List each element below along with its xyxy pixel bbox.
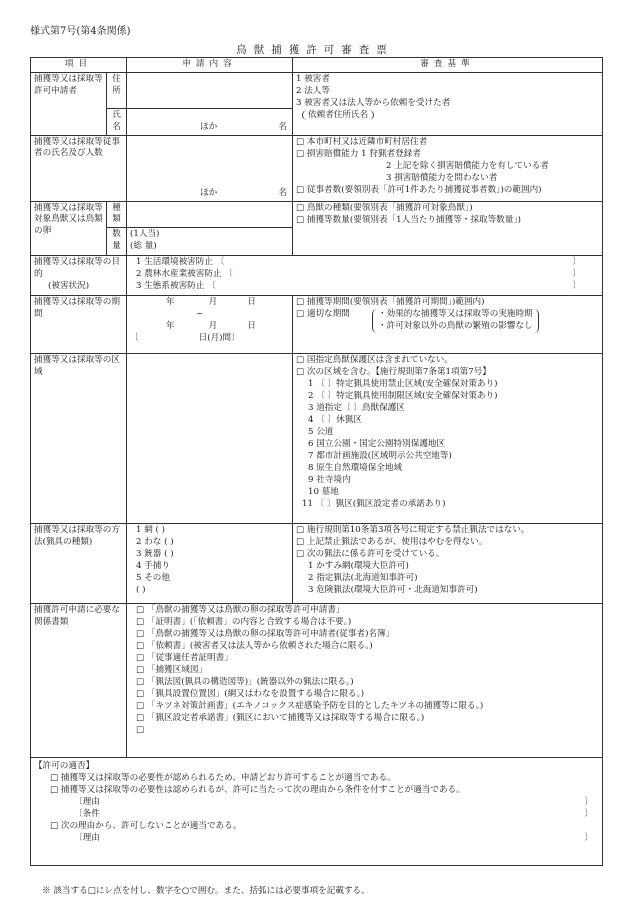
target-label: 捕獲等又は採取等対象鳥獣又は鳥類の卵 <box>31 201 107 256</box>
criteria-line: 7 都市計画施設(区域明示公共空地等) <box>308 451 452 462</box>
per-person-label: (1人当) <box>130 229 160 240</box>
criteria-line: □ 適切な期間 <box>296 309 350 320</box>
target-criteria <box>293 201 603 256</box>
period-criteria <box>293 296 603 354</box>
total-label: (総 量) <box>130 241 157 252</box>
criteria-line: 3 被害者又は法人等から依頼を受けた者 <box>296 97 451 108</box>
criteria-line: 1 かすみ網(環境大臣許可) <box>308 561 409 572</box>
purpose-item: 1 生活環境被害防止 〔 <box>136 257 225 268</box>
documents-row <box>31 604 603 758</box>
workers-criteria <box>293 135 603 201</box>
mei-text: 名 <box>278 121 288 132</box>
approval-heading: 【許可の適否】 <box>34 761 95 772</box>
approval-option-2[interactable]: □ 捕獲等又は採取等の必要性は認められるが、許可に当たって次の理由から条件を付すことが適当である。 <box>50 785 465 796</box>
criteria-line: 1 〔 〕特定猟具使用禁止区域(安全確保対策あり) <box>308 379 498 390</box>
criteria-line: □ 国指定鳥獣保護区は含まれていない。 <box>296 355 453 366</box>
mei-text: 名 <box>278 187 288 198</box>
criteria-line: 8 原生自然環境保全地域 <box>308 463 403 474</box>
bracket-close: 〕 <box>572 281 582 292</box>
document-item[interactable]: □ 「依頼書」(被害者又は法人等から依頼された場合に限る。) <box>136 641 373 652</box>
name-label: 氏名 <box>107 108 127 135</box>
applicant-label: 捕獲等又は採取等許可申請者 <box>31 72 107 135</box>
criteria-line: 9 社寺境内 <box>308 475 351 486</box>
criteria-line: 3 道指定〔 〕鳥獣保護区 <box>308 403 405 414</box>
review-table <box>30 57 603 866</box>
method-item: ( ) <box>136 585 146 596</box>
day-label: 日 <box>247 297 256 308</box>
area-criteria <box>293 354 603 524</box>
criteria-line: □ 損害賠償能力 1 狩猟者登録者 <box>296 148 421 159</box>
bracket-close: 〕 <box>584 797 594 808</box>
criteria-line: 2 法人等 <box>296 85 330 96</box>
condition-label: 〔条件 <box>74 809 100 820</box>
footnote: ※ 該当する□にレ点を付し、数字を○で囲む。また、括弧には必要事項を記載する。 <box>42 886 370 896</box>
day-label: 日 <box>247 321 256 332</box>
document-item[interactable]: □ 「証明書」(「依頼書」の内容と合致する場合は不要。) <box>136 617 352 628</box>
purpose-item: 2 農林水産業被害防止 〔 <box>136 269 233 280</box>
criteria-line: 2 上記を除く損害賠償能力を有している者 <box>386 160 549 171</box>
criteria-line: 5 公道 <box>308 427 334 438</box>
address-field[interactable] <box>127 72 293 108</box>
documents-label: 捕獲許可申請に必要な関係書類 <box>31 604 127 758</box>
month-label: 月 <box>208 321 218 332</box>
document-item[interactable]: □ 「鳥獣の捕獲等又は鳥獣の卵の採取等許可申請書」 <box>136 605 345 616</box>
days-label: 日(月)間〕 <box>198 333 240 344</box>
criteria-line: 3 危険猟法(環境大臣許可・北海道知事許可) <box>308 585 478 596</box>
criteria-line: 11 〔 〕猟区(猟区設定者の承諾あり) <box>302 499 446 510</box>
header-row <box>31 58 603 73</box>
approval-option-1[interactable]: □ 捕獲等又は採取等の必要性が認められるため、申請どおり許可することが適当である。 <box>50 773 396 784</box>
header-item: 項目 <box>31 58 127 73</box>
page-title: 鳥獣捕獲許可審査票 <box>236 44 394 56</box>
species-label: 種類 <box>107 201 127 228</box>
species-field[interactable] <box>127 201 293 228</box>
method-item: 1 網 ( ) <box>136 525 165 536</box>
method-item: 3 銃器 ( ) <box>136 549 174 560</box>
workers-row <box>31 135 603 201</box>
area-label: 捕獲等又は採取等の区域 <box>31 354 127 524</box>
method-row <box>31 524 603 604</box>
document-item[interactable]: □ 「捕獲区域図」 <box>136 665 208 676</box>
bracket-close: 〕 <box>572 269 582 280</box>
criteria-line: 2 〔 〕特定猟具使用制限区域(安全確保対策あり) <box>308 391 498 402</box>
method-field[interactable] <box>127 524 293 604</box>
applicant-row <box>31 72 603 108</box>
area-field[interactable] <box>127 354 293 524</box>
purpose-label-text: 捕獲等又は採取等の目的 <box>34 257 120 280</box>
purpose-sublabel: (被害状況) <box>48 281 90 292</box>
quantity-field[interactable] <box>127 228 293 256</box>
period-row <box>31 296 603 354</box>
criteria-line: 3 損害賠償能力を問わない者 <box>386 172 498 183</box>
document-item[interactable]: □ 「猟法図(猟具の構造図等)」(銃器以外の猟法に限る。) <box>136 677 354 688</box>
header-application: 申請内容 <box>127 58 293 73</box>
method-label: 捕獲等又は採取等の方法(猟具の種類) <box>31 524 127 604</box>
criteria-line: 4 〔 〕休猟区 <box>308 415 362 426</box>
method-item: 2 わな ( ) <box>136 537 174 548</box>
documents-list <box>127 604 603 758</box>
approval-row <box>31 758 603 866</box>
criteria-line: ・効果的な捕獲等又は採取等の実施時期 <box>378 309 533 320</box>
workers-label: 捕獲等又は採取等従事者の氏名及び人数 <box>31 135 127 201</box>
reason-label-2: 〔理由 <box>74 833 100 844</box>
workers-field[interactable] <box>127 135 293 201</box>
document-item[interactable]: □ 「猟区設定者承諾書」(猟区において捕獲等又は採取等する場合に限る。) <box>136 713 425 724</box>
criteria-line: □ 鳥獣の種類(要領別表「捕獲許可対象鳥獣」) <box>296 202 473 213</box>
purpose-item: 3 生態系被害防止 〔 <box>136 281 216 292</box>
document-item[interactable]: □ 「キツネ対策計画書」(エキノコックス症感染予防を目的としたキツネの捕獲等に限る。) <box>136 701 484 712</box>
purpose-field[interactable] <box>127 256 603 296</box>
criteria-line: □ 次の区域を含む。【施行規則第7条第1項第7号】 <box>296 367 491 378</box>
header-criteria: 審査基準 <box>293 58 603 73</box>
criteria-line: ・許可対象以外の鳥獣の繁殖の影響なし <box>378 321 533 332</box>
approval-section <box>31 758 603 866</box>
name-field[interactable] <box>127 108 293 135</box>
criteria-line: □ 捕獲等数量(要領別表「1人当たり捕獲等・採取等数量」) <box>296 214 521 225</box>
reason-label: 〔理由 <box>74 797 100 808</box>
year-label: 年 <box>166 297 175 308</box>
form-number: 様式第7号(第4条関係) <box>30 26 131 37</box>
year-label: 年 <box>166 321 175 332</box>
applicant-criteria <box>293 72 603 135</box>
approval-option-3[interactable]: □ 次の理由から、許可しないことが適当である。 <box>50 821 242 832</box>
hoka-text: ほか <box>200 187 218 198</box>
criteria-line: □ 次の猟法に係る許可を受けている。 <box>296 549 445 560</box>
document-item[interactable]: □ 「鳥獣の捕獲等又は鳥獣の卵の採取等許可申請者(従事者)名簿」 <box>136 629 395 640</box>
criteria-line: 6 国立公園・国定公園特別保護地区 <box>308 439 446 450</box>
criteria-line: 10 墓地 <box>308 487 339 498</box>
criteria-line: □ 捕獲等期間(要領別表「捕獲許可期間」)範囲内) <box>296 297 485 308</box>
criteria-line: □ 上記禁止猟法であるが、使用はやむを得ない。 <box>296 537 488 548</box>
document-item[interactable]: □ 「猟具設置位置図」(網又はわなを設置する場合に限る。) <box>136 689 365 700</box>
method-item: 5 その他 <box>136 573 170 584</box>
area-row <box>31 354 603 524</box>
purpose-row <box>31 256 603 296</box>
criteria-line: 2 指定猟法(北海道知事許可) <box>308 573 418 584</box>
month-label: 月 <box>208 297 218 308</box>
period-label: 捕獲等又は採取等の期間 <box>31 296 127 354</box>
target-species-row <box>31 201 603 228</box>
document-item[interactable]: □ 「従事適任者証明書」 <box>136 653 233 664</box>
bracket-close: 〕 <box>584 833 594 844</box>
bracket-close: 〕 <box>572 257 582 268</box>
address-label: 住所 <box>107 72 127 108</box>
criteria-line: □ 施行規則第10条第3項各号に規定する禁止猟法ではない。 <box>296 525 530 536</box>
criteria-line: □ 本市町村又は近隣市町村居住者 <box>296 136 428 147</box>
tilde: ~ <box>196 309 204 320</box>
hoka-text: ほか <box>200 121 218 132</box>
period-field[interactable] <box>127 296 293 354</box>
method-criteria <box>293 524 603 604</box>
quantity-label: 数量 <box>107 228 127 256</box>
criteria-line: □ 従事者数(要領別表「許可1件あたり捕獲従事者数」)の範囲内) <box>296 184 542 195</box>
requester-label: 依頼者住所氏名 <box>302 110 374 120</box>
method-item: 4 手捕り <box>136 561 170 572</box>
criteria-line: 1 被害者 <box>296 73 330 84</box>
bracket-close: 〕 <box>584 809 594 820</box>
document-item[interactable]: □ <box>136 725 145 736</box>
bracket-open: 〔 <box>130 333 139 344</box>
purpose-label <box>31 256 127 296</box>
